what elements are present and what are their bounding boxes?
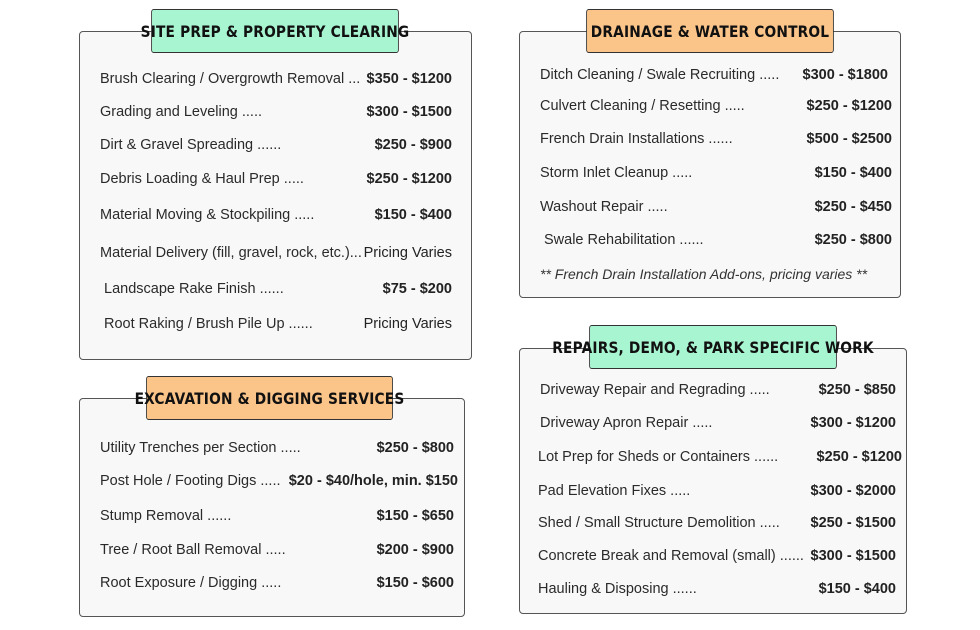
- service-price: $150 - $600: [376, 575, 454, 591]
- service-price: $200 - $900: [376, 542, 454, 558]
- service-label: Stump Removal ......: [100, 508, 232, 524]
- list-item: [538, 515, 896, 531]
- list-item: [540, 98, 892, 114]
- list-item: [100, 575, 454, 591]
- list-item: [100, 171, 452, 187]
- service-price: $150 - $400: [818, 581, 896, 597]
- service-price: $250 - $850: [818, 382, 896, 398]
- service-price: $150 - $650: [376, 508, 454, 524]
- service-price: $300 - $1500: [366, 104, 452, 120]
- list-item: [100, 508, 454, 524]
- site-prep-card: [79, 31, 472, 360]
- service-price: Pricing Varies: [363, 316, 452, 332]
- service-price: Pricing Varies: [363, 245, 452, 261]
- site-prep-title: SITE PREP & PROPERTY CLEARING: [151, 9, 399, 53]
- service-price: $300 - $1500: [810, 548, 896, 564]
- service-price: $250 - $1200: [816, 449, 902, 465]
- service-label: Washout Repair .....: [540, 199, 668, 215]
- service-label: Tree / Root Ball Removal .....: [100, 542, 286, 558]
- list-item: [540, 415, 896, 431]
- list-item: [540, 199, 892, 215]
- list-item: [538, 581, 896, 597]
- service-label: Dirt & Gravel Spreading ......: [100, 137, 282, 153]
- list-item: [540, 67, 888, 83]
- service-price: $250 - $800: [814, 232, 892, 248]
- service-label: Swale Rehabilitation ......: [544, 232, 704, 248]
- service-label: Hauling & Disposing ......: [538, 581, 697, 597]
- service-label: Lot Prep for Sheds or Containers ......: [538, 449, 779, 465]
- service-label: Ditch Cleaning / Swale Recruiting .....: [540, 67, 780, 83]
- service-label: Root Raking / Brush Pile Up ......: [104, 316, 313, 332]
- service-price: $250 - $1500: [810, 515, 896, 531]
- service-price: $250 - $1200: [806, 98, 892, 114]
- service-label: Material Moving & Stockpiling .....: [100, 207, 315, 223]
- list-item: [540, 131, 892, 147]
- service-label: Brush Clearing / Overgrowth Removal ...: [100, 71, 361, 87]
- list-item: [538, 548, 896, 564]
- service-price: $20 - $40/hole, min. $150: [288, 473, 458, 489]
- service-label: Material Delivery (fill, gravel, rock, etc.)...: [100, 245, 362, 261]
- service-label: Post Hole / Footing Digs .....: [100, 473, 281, 489]
- list-item: [100, 104, 452, 120]
- service-price: $300 - $2000: [810, 483, 896, 499]
- service-label: Root Exposure / Digging .....: [100, 575, 282, 591]
- repairs-card: [519, 348, 907, 614]
- service-price: $250 - $900: [374, 137, 452, 153]
- service-label: Utility Trenches per Section .....: [100, 440, 301, 456]
- drainage-title: DRAINAGE & WATER CONTROL: [586, 9, 834, 53]
- service-label: Shed / Small Structure Demolition .....: [538, 515, 780, 531]
- service-price: $250 - $800: [376, 440, 454, 456]
- service-price: $300 - $1800: [802, 67, 888, 83]
- excavation-card: [79, 398, 465, 617]
- list-item: [100, 137, 452, 153]
- drainage-note: ** French Drain Installation Add-ons, pricing varies **: [540, 266, 868, 282]
- service-label: Debris Loading & Haul Prep .....: [100, 171, 304, 187]
- drainage-card: [519, 31, 901, 298]
- list-item: [104, 281, 452, 297]
- service-label: Storm Inlet Cleanup .....: [540, 165, 693, 181]
- service-label: Driveway Apron Repair .....: [540, 415, 713, 431]
- list-item: [100, 245, 452, 261]
- list-item: [100, 207, 452, 223]
- list-item: [100, 542, 454, 558]
- service-price: $300 - $1200: [810, 415, 896, 431]
- list-item: [544, 232, 892, 248]
- repairs-title: REPAIRS, DEMO, & PARK SPECIFIC WORK: [589, 325, 837, 369]
- list-item: [538, 449, 902, 465]
- service-price: $500 - $2500: [806, 131, 892, 147]
- service-price: $250 - $1200: [366, 171, 452, 187]
- service-price: $150 - $400: [814, 165, 892, 181]
- service-price: $250 - $450: [814, 199, 892, 215]
- service-label: Driveway Repair and Regrading .....: [540, 382, 770, 398]
- service-label: Landscape Rake Finish ......: [104, 281, 284, 297]
- service-label: Pad Elevation Fixes .....: [538, 483, 691, 499]
- excavation-title: EXCAVATION & DIGGING SERVICES: [146, 376, 393, 420]
- service-price: $150 - $400: [374, 207, 452, 223]
- list-item: [538, 483, 896, 499]
- list-item: [540, 165, 892, 181]
- list-item: [100, 440, 454, 456]
- list-item: [100, 71, 452, 87]
- service-price: $350 - $1200: [366, 71, 452, 87]
- list-item: [540, 382, 896, 398]
- list-item: [104, 316, 452, 332]
- list-item: [100, 473, 458, 489]
- service-label: Grading and Leveling .....: [100, 104, 263, 120]
- service-label: Culvert Cleaning / Resetting .....: [540, 98, 745, 114]
- service-label: French Drain Installations ......: [540, 131, 733, 147]
- service-label: Concrete Break and Removal (small) ......: [538, 548, 804, 564]
- service-price: $75 - $200: [382, 281, 452, 297]
